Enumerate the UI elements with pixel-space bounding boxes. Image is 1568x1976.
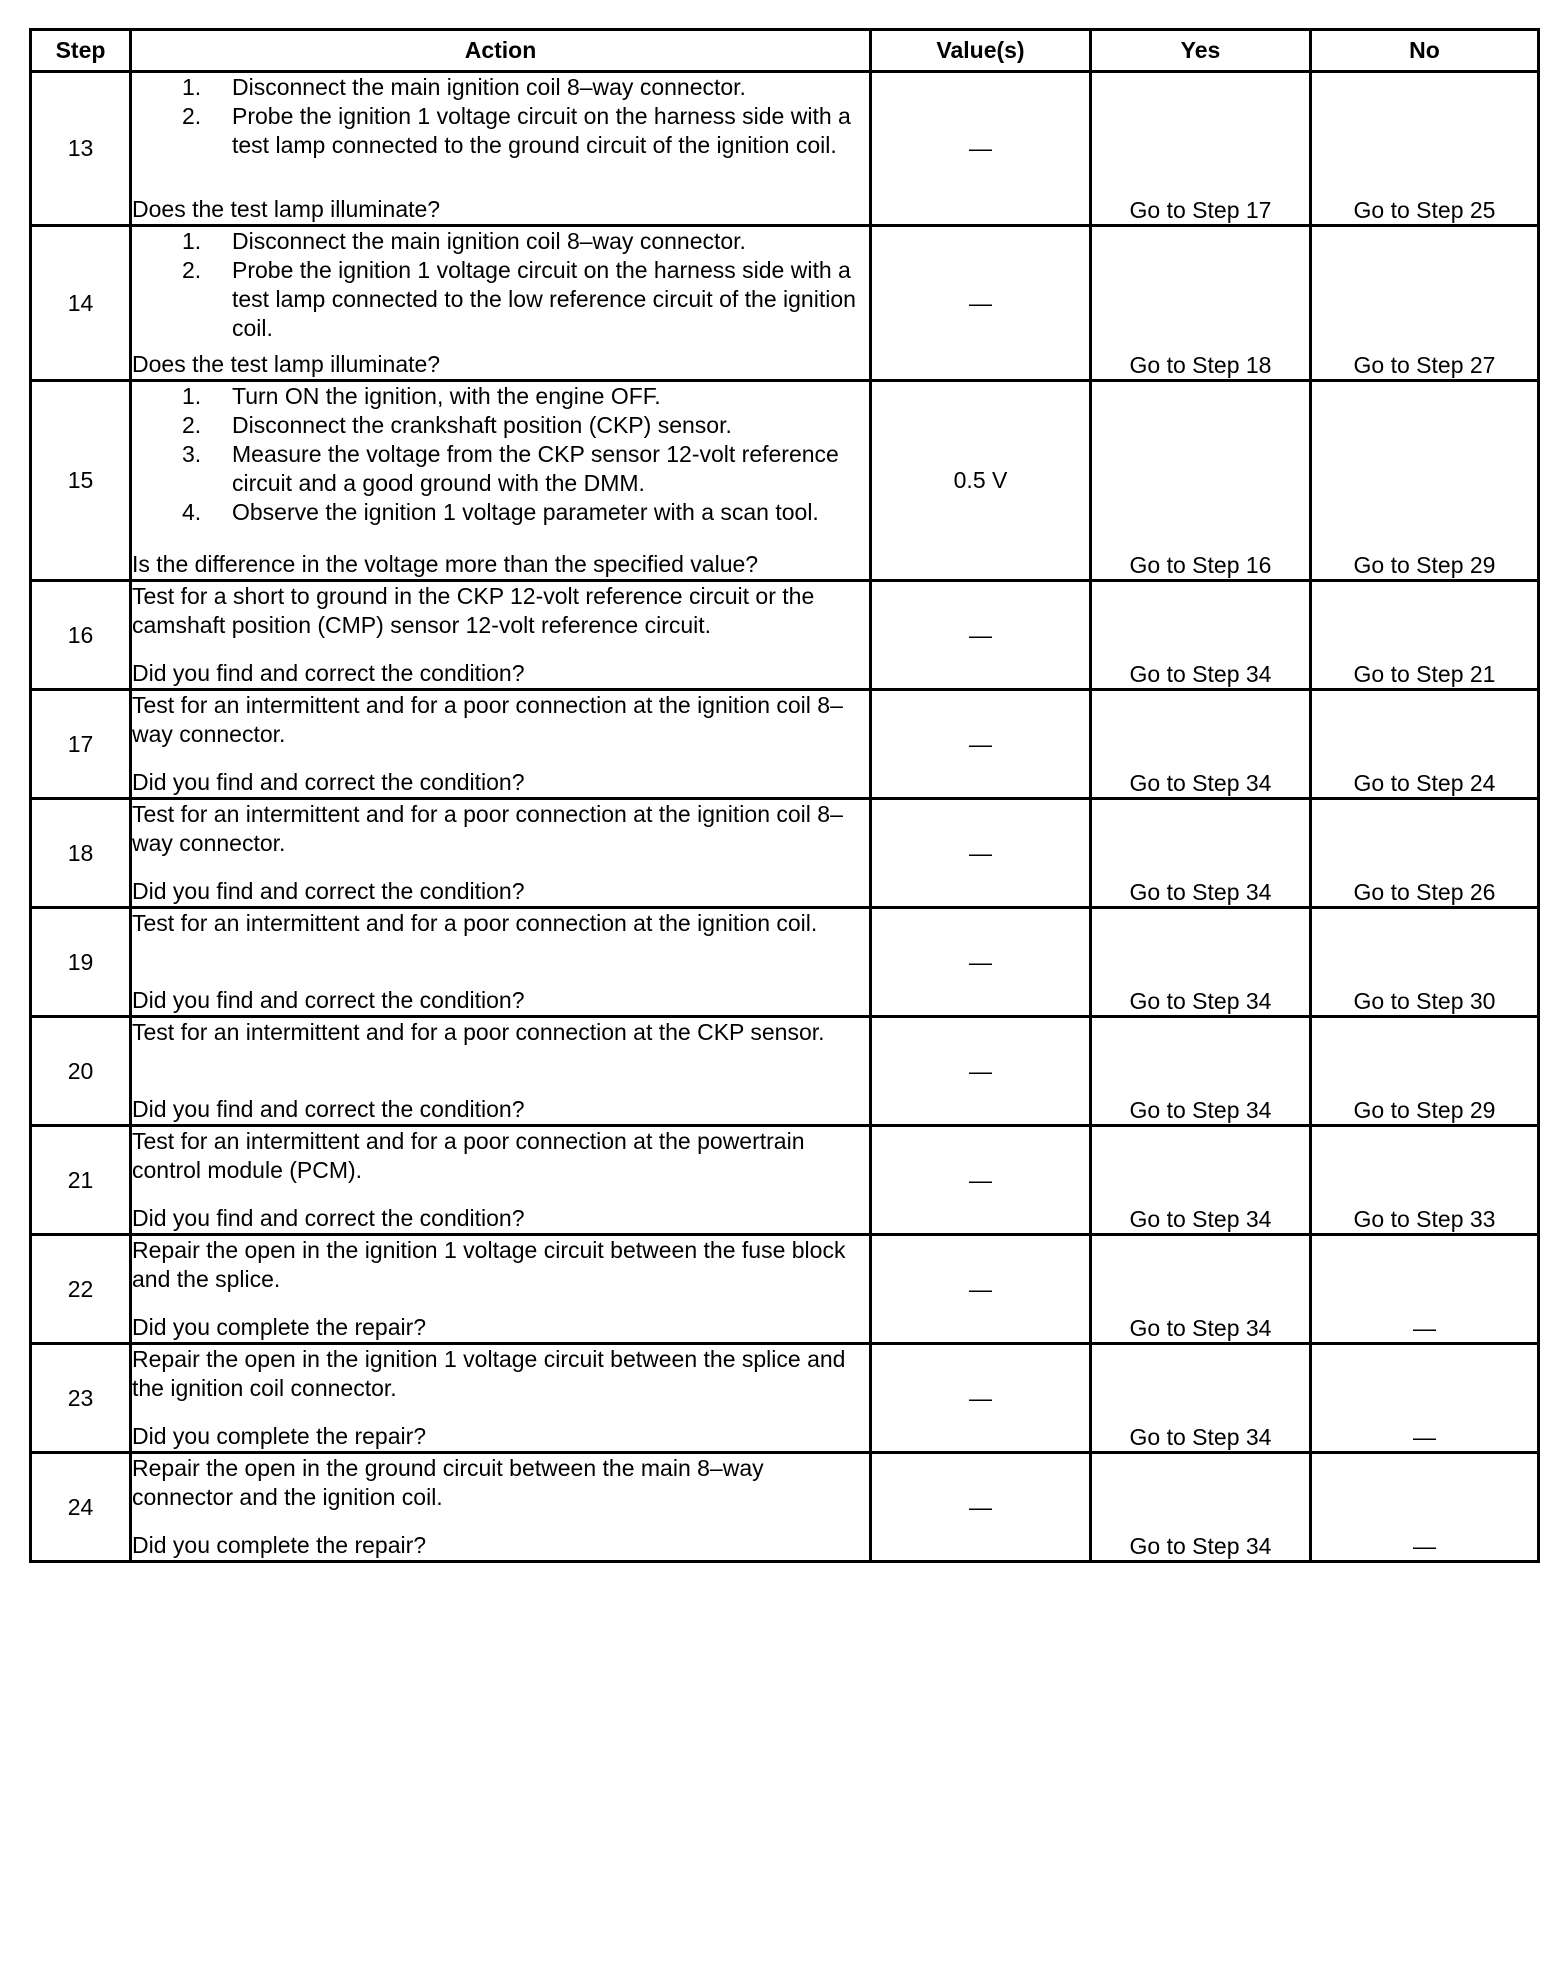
step-number: 16 [31, 581, 131, 690]
yes-cell: Go to Step 34 [1091, 1235, 1311, 1344]
action-cell [131, 1126, 871, 1235]
no-cell: Go to Step 30 [1311, 908, 1539, 1017]
action-instructions [132, 1236, 869, 1294]
no-cell: Go to Step 24 [1311, 690, 1539, 799]
action-instructions [132, 1454, 869, 1512]
yes-cell: Go to Step 34 [1091, 908, 1311, 1017]
step-number: 23 [31, 1344, 131, 1453]
yes-cell: Go to Step 34 [1091, 799, 1311, 908]
action-question: Did you complete the repair? [132, 1532, 427, 1558]
action-step-number: 2. [182, 103, 202, 129]
action-description: Test for an intermittent and for a poor connection at the ignition coil. [132, 910, 818, 936]
action-question: Did you find and correct the condition? [132, 660, 525, 686]
action-content [132, 382, 869, 579]
no-cell: Go to Step 26 [1311, 799, 1539, 908]
table-row [31, 72, 1539, 226]
action-question: Did you complete the repair? [132, 1423, 427, 1449]
value-cell: — [871, 1235, 1091, 1344]
action-question: Did you complete the repair? [132, 1314, 427, 1340]
action-description: Test for an intermittent and for a poor connection at the CKP sensor. [132, 1019, 825, 1045]
action-step-text: Probe the ignition 1 voltage circuit on the harness side with a test lamp connected to the ground circuit of the ignition coil. [232, 103, 851, 158]
action-content [132, 800, 869, 906]
action-content [132, 1454, 869, 1560]
no-cell: Go to Step 27 [1311, 226, 1539, 381]
yes-cell: Go to Step 34 [1091, 1126, 1311, 1235]
action-cell [131, 381, 871, 581]
yes-cell: Go to Step 34 [1091, 1453, 1311, 1562]
action-question: Did you find and correct the condition? [132, 987, 525, 1013]
action-step-number: 3. [182, 441, 202, 467]
action-step-text: Observe the ignition 1 voltage parameter with a scan tool. [232, 499, 819, 525]
yes-cell: Go to Step 17 [1091, 72, 1311, 226]
action-step-text: Disconnect the main ignition coil 8–way connector. [232, 228, 746, 254]
step-number: 17 [31, 690, 131, 799]
action-step-item [132, 440, 869, 498]
yes-cell: Go to Step 34 [1091, 1344, 1311, 1453]
step-number: 19 [31, 908, 131, 1017]
header-yes: Yes [1091, 30, 1311, 72]
action-cell [131, 1017, 871, 1126]
table-row [31, 799, 1539, 908]
value-cell: — [871, 1126, 1091, 1235]
table-row [31, 381, 1539, 581]
action-instructions [132, 73, 869, 160]
action-description: Repair the open in the ignition 1 voltage circuit between the fuse block and the splice. [132, 1237, 846, 1292]
action-step-item [132, 382, 869, 411]
no-cell: — [1311, 1344, 1539, 1453]
step-number: 14 [31, 226, 131, 381]
action-content [132, 1345, 869, 1451]
action-question: Did you find and correct the condition? [132, 769, 525, 795]
no-cell: Go to Step 21 [1311, 581, 1539, 690]
action-step-item [132, 256, 869, 343]
action-question: Does the test lamp illuminate? [132, 351, 441, 377]
action-instructions [132, 1127, 869, 1185]
action-step-number: 2. [182, 257, 202, 283]
action-step-item [132, 498, 869, 527]
action-step-item [132, 102, 869, 160]
step-number: 20 [31, 1017, 131, 1126]
action-cell [131, 581, 871, 690]
action-cell [131, 1344, 871, 1453]
header-action: Action [131, 30, 871, 72]
value-cell: — [871, 226, 1091, 381]
table-row [31, 1126, 1539, 1235]
value-cell: — [871, 690, 1091, 799]
action-description: Test for an intermittent and for a poor connection at the ignition coil 8–way connector. [132, 692, 843, 747]
step-number: 18 [31, 799, 131, 908]
yes-cell: Go to Step 34 [1091, 1017, 1311, 1126]
action-question: Does the test lamp illuminate? [132, 196, 441, 222]
action-cell [131, 1235, 871, 1344]
action-content [132, 691, 869, 797]
step-number: 22 [31, 1235, 131, 1344]
action-step-item [132, 411, 869, 440]
no-cell: — [1311, 1235, 1539, 1344]
action-instructions [132, 1345, 869, 1403]
action-cell [131, 72, 871, 226]
table-row [31, 226, 1539, 381]
action-step-number: 4. [182, 499, 202, 525]
action-description: Test for an intermittent and for a poor connection at the ignition coil 8–way connector. [132, 801, 843, 856]
table-row [31, 1344, 1539, 1453]
no-cell: Go to Step 29 [1311, 381, 1539, 581]
step-number: 24 [31, 1453, 131, 1562]
value-cell: — [871, 1017, 1091, 1126]
value-cell: — [871, 72, 1091, 226]
yes-cell: Go to Step 18 [1091, 226, 1311, 381]
action-description: Repair the open in the ignition 1 voltage circuit between the splice and the ignition coil connector. [132, 1346, 846, 1401]
header-value: Value(s) [871, 30, 1091, 72]
action-question: Is the difference in the voltage more than the specified value? [132, 551, 759, 577]
action-description: Test for an intermittent and for a poor connection at the powertrain control module (PCM). [132, 1128, 805, 1183]
no-cell: Go to Step 25 [1311, 72, 1539, 226]
action-question: Did you find and correct the condition? [132, 1205, 525, 1231]
yes-cell: Go to Step 16 [1091, 381, 1311, 581]
no-cell: Go to Step 29 [1311, 1017, 1539, 1126]
action-content [132, 582, 869, 688]
value-cell: — [871, 908, 1091, 1017]
no-cell: Go to Step 33 [1311, 1126, 1539, 1235]
action-content [132, 73, 869, 224]
action-step-item [132, 73, 869, 102]
action-step-number: 2. [182, 412, 202, 438]
action-content [132, 1236, 869, 1342]
action-description: Test for a short to ground in the CKP 12-volt reference circuit or the camshaft position (CMP) sensor 12-volt reference circuit. [132, 583, 815, 638]
action-question: Did you find and correct the condition? [132, 1096, 525, 1122]
action-instructions [132, 582, 869, 640]
action-step-number: 1. [182, 228, 202, 254]
table-row [31, 908, 1539, 1017]
header-row [31, 30, 1539, 72]
header-step: Step [31, 30, 131, 72]
table-row [31, 1017, 1539, 1126]
action-step-list [132, 382, 869, 527]
action-instructions [132, 909, 869, 938]
action-content [132, 1127, 869, 1233]
action-content [132, 227, 869, 379]
value-cell: 0.5 V [871, 381, 1091, 581]
action-step-list [132, 73, 869, 160]
action-step-text: Measure the voltage from the CKP sensor 12-volt reference circuit and a good ground with the DMM. [232, 441, 839, 496]
action-instructions [132, 227, 869, 343]
table-row [31, 1453, 1539, 1562]
action-step-number: 1. [182, 74, 202, 100]
table-row [31, 1235, 1539, 1344]
action-cell [131, 799, 871, 908]
step-number: 15 [31, 381, 131, 581]
table-body [31, 72, 1539, 1562]
action-cell [131, 1453, 871, 1562]
diagnostic-table [29, 28, 1540, 1563]
value-cell: — [871, 799, 1091, 908]
action-content [132, 1018, 869, 1124]
step-number: 13 [31, 72, 131, 226]
action-instructions [132, 691, 869, 749]
step-number: 21 [31, 1126, 131, 1235]
action-instructions [132, 382, 869, 527]
action-cell [131, 908, 871, 1017]
action-step-text: Probe the ignition 1 voltage circuit on the harness side with a test lamp connected to the low reference circuit of the ignition coil. [232, 257, 856, 341]
header-no: No [1311, 30, 1539, 72]
action-content [132, 909, 869, 1015]
action-cell [131, 690, 871, 799]
table-row [31, 581, 1539, 690]
no-cell: — [1311, 1453, 1539, 1562]
value-cell: — [871, 1344, 1091, 1453]
action-step-list [132, 227, 869, 343]
value-cell: — [871, 581, 1091, 690]
action-cell [131, 226, 871, 381]
action-question: Did you find and correct the condition? [132, 878, 525, 904]
value-cell: — [871, 1453, 1091, 1562]
table-row [31, 690, 1539, 799]
action-instructions [132, 1018, 869, 1047]
yes-cell: Go to Step 34 [1091, 690, 1311, 799]
action-step-text: Disconnect the crankshaft position (CKP) sensor. [232, 412, 732, 438]
action-instructions [132, 800, 869, 858]
yes-cell: Go to Step 34 [1091, 581, 1311, 690]
action-step-item [132, 227, 869, 256]
action-step-text: Disconnect the main ignition coil 8–way connector. [232, 74, 746, 100]
action-step-text: Turn ON the ignition, with the engine OFF. [232, 383, 661, 409]
action-step-number: 1. [182, 383, 202, 409]
action-description: Repair the open in the ground circuit between the main 8–way connector and the ignition coil. [132, 1455, 764, 1510]
